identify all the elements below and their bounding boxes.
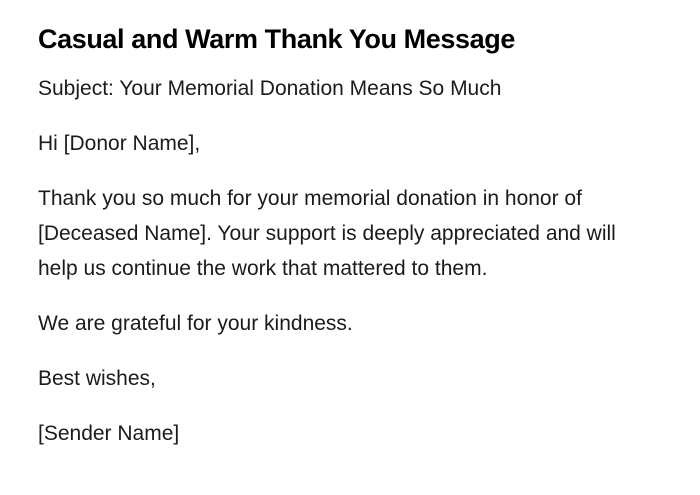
paragraph xyxy=(38,306,680,341)
paragraph xyxy=(38,416,680,451)
paragraph-line: [Deceased Name]. Your support is deeply appreciated and will xyxy=(38,222,616,246)
paragraph-line: Hi [Donor Name], xyxy=(38,132,201,156)
paragraph xyxy=(38,71,680,106)
paragraph-line: [Sender Name] xyxy=(38,422,180,446)
document-title: Casual and Warm Thank You Message xyxy=(38,24,515,54)
paragraph-line: Subject: Your Memorial Donation Means So Much xyxy=(38,77,502,101)
paragraph-line: help us continue the work that mattered to them. xyxy=(38,257,488,281)
paragraph xyxy=(38,361,680,396)
paragraph-line: Thank you so much for your memorial donation in honor of xyxy=(38,187,582,211)
paragraph-line: Best wishes, xyxy=(38,367,156,391)
paragraph-line: We are grateful for your kindness. xyxy=(38,312,353,336)
paragraph xyxy=(38,126,680,161)
document-body xyxy=(38,71,680,451)
paragraph xyxy=(38,181,680,286)
